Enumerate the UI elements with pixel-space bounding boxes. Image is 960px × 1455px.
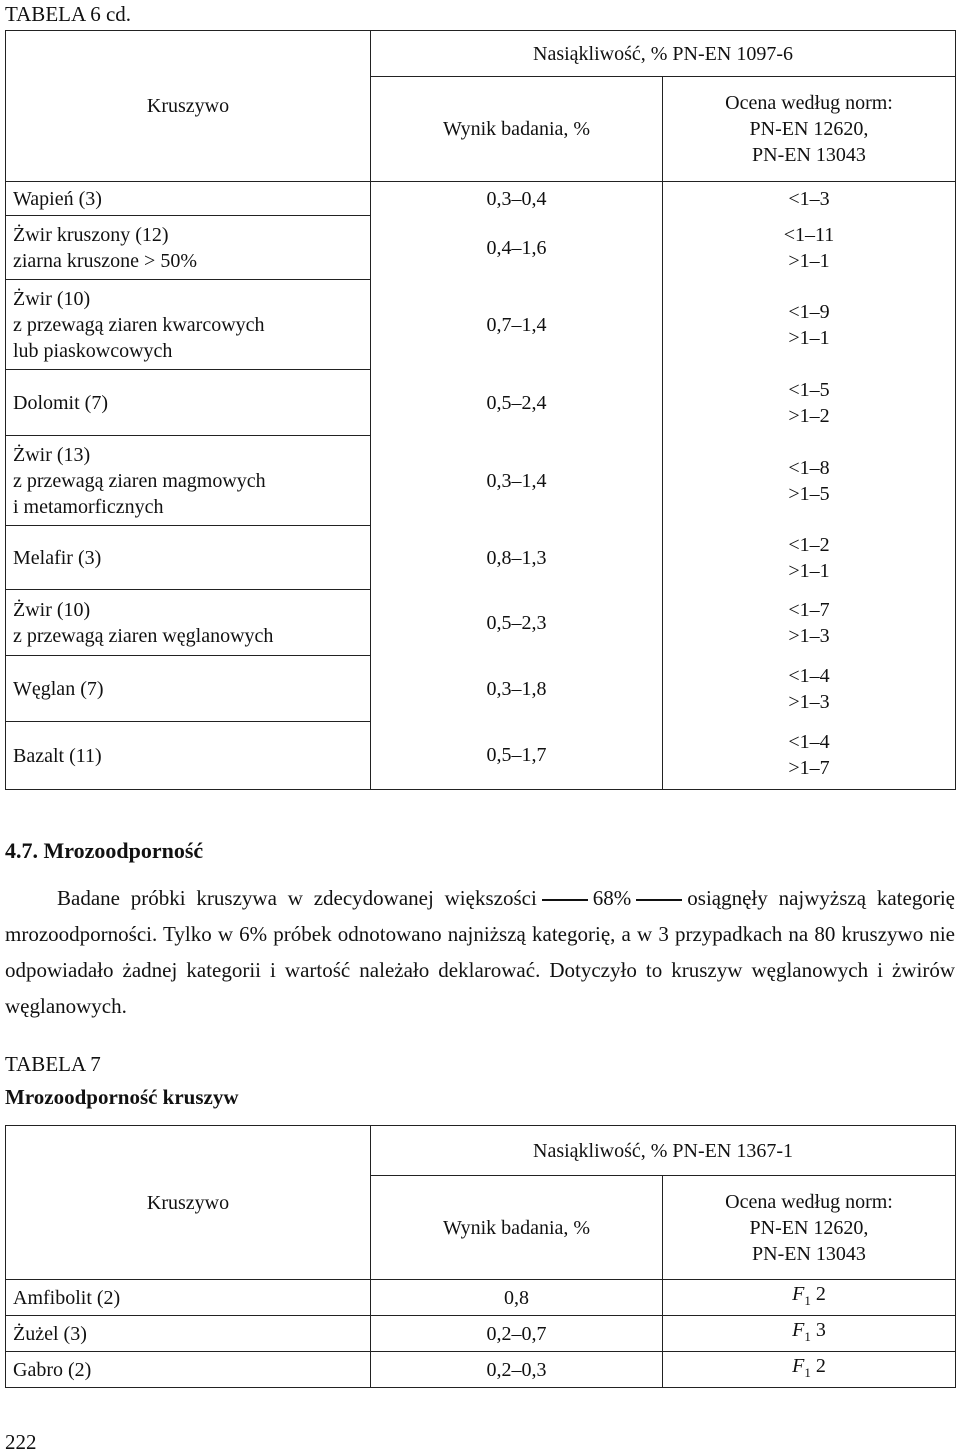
row-wynik: 0,3–0,4 bbox=[371, 182, 663, 216]
header-group: Nasiąkliwość, % PN-EN 1367-1 bbox=[371, 1126, 956, 1176]
table-row bbox=[6, 370, 956, 436]
table6-caption: TABELA 6 cd. bbox=[5, 2, 132, 26]
row-wynik: 0,4–1,6 bbox=[371, 216, 663, 280]
table-row bbox=[6, 280, 956, 370]
table7-label: TABELA 7 bbox=[5, 1052, 101, 1076]
section-title: 4.7. Mrozoodporność bbox=[5, 838, 204, 863]
row-name: Amfibolit (2) bbox=[6, 1280, 371, 1316]
row-wynik: 0,2–0,3 bbox=[371, 1352, 663, 1388]
row-ocena: <1–4 >1–7 bbox=[663, 722, 956, 790]
row-name: Żwir kruszony (12) ziarna kruszone > 50% bbox=[6, 216, 371, 280]
row-wynik: 0,5–2,3 bbox=[371, 590, 663, 656]
row-wynik: 0,2–0,7 bbox=[371, 1316, 663, 1352]
table-6 bbox=[5, 30, 956, 790]
table-row bbox=[6, 216, 956, 280]
header-ocena: Ocena według norm: PN-EN 12620, PN-EN 13043 bbox=[663, 1176, 956, 1280]
row-name: Węglan (7) bbox=[6, 656, 371, 722]
f-value: 3 bbox=[810, 1319, 826, 1341]
header-kruszywo: Kruszywo bbox=[6, 31, 371, 182]
para-text-a: Badane próbki kruszywa w zdecydowanej większości bbox=[57, 886, 537, 910]
f-value: 2 bbox=[810, 1355, 826, 1377]
table-row bbox=[6, 1352, 956, 1388]
f-subscript: 1 bbox=[804, 1365, 811, 1380]
table-row bbox=[6, 590, 956, 656]
f-symbol: F bbox=[792, 1283, 805, 1305]
f-value: 2 bbox=[810, 1283, 826, 1305]
f-subscript: 1 bbox=[804, 1293, 811, 1308]
row-name: Gabro (2) bbox=[6, 1352, 371, 1388]
header-wynik: Wynik badania, % bbox=[371, 77, 663, 182]
f-subscript: 1 bbox=[804, 1329, 811, 1344]
em-dash bbox=[636, 899, 682, 901]
row-wynik: 0,8 bbox=[371, 1280, 663, 1316]
header-kruszywo: Kruszywo bbox=[6, 1126, 371, 1280]
section-paragraph bbox=[5, 880, 955, 1024]
f-symbol: F bbox=[792, 1355, 805, 1377]
em-dash bbox=[542, 899, 588, 901]
table-row bbox=[6, 436, 956, 526]
row-ocena: <1–8 >1–5 bbox=[663, 436, 956, 526]
row-ocena bbox=[663, 1316, 956, 1352]
table-row bbox=[6, 1280, 956, 1316]
table7-title: Mrozoodporność kruszyw bbox=[5, 1085, 239, 1109]
row-ocena bbox=[663, 1280, 956, 1316]
row-wynik: 0,3–1,4 bbox=[371, 436, 663, 526]
row-ocena: <1–4 >1–3 bbox=[663, 656, 956, 722]
row-name: Żwir (10) z przewagą ziaren kwarcowych lub piaskowcowych bbox=[6, 280, 371, 370]
row-name: Wapień (3) bbox=[6, 182, 371, 216]
row-wynik: 0,5–2,4 bbox=[371, 370, 663, 436]
row-name: Żwir (10) z przewagą ziaren węglanowych bbox=[6, 590, 371, 656]
row-name: Żwir (13) z przewagą ziaren magmowych i metamorficznych bbox=[6, 436, 371, 526]
row-wynik: 0,8–1,3 bbox=[371, 526, 663, 590]
row-ocena: <1–2 >1–1 bbox=[663, 526, 956, 590]
row-ocena: <1–7 >1–3 bbox=[663, 590, 956, 656]
table-7 bbox=[5, 1125, 956, 1388]
table-row bbox=[6, 182, 956, 216]
row-ocena: <1–9 >1–1 bbox=[663, 280, 956, 370]
row-ocena: <1–3 bbox=[663, 182, 956, 216]
para-text-c: osiągnęły najwyższą kategorię mrozoodporności. Tylko w 6% próbek odnotowano najniższą kategorię, a w 3 przypadkach na 80 kruszywo nie odpowiadało żadnej kategorii i wartość należało deklarować. Dotyczyło to kruszyw węglanowych i żwirów węglanowych. bbox=[5, 886, 955, 1018]
row-wynik: 0,5–1,7 bbox=[371, 722, 663, 790]
table-row bbox=[6, 656, 956, 722]
row-wynik: 0,7–1,4 bbox=[371, 280, 663, 370]
header-ocena: Ocena według norm: PN-EN 12620, PN-EN 13043 bbox=[663, 77, 956, 182]
table-row bbox=[6, 722, 956, 790]
table-row bbox=[6, 1316, 956, 1352]
row-name: Bazalt (11) bbox=[6, 722, 371, 790]
row-name: Melafir (3) bbox=[6, 526, 371, 590]
row-ocena bbox=[663, 1352, 956, 1388]
row-wynik: 0,3–1,8 bbox=[371, 656, 663, 722]
table-row bbox=[6, 526, 956, 590]
header-group: Nasiąkliwość, % PN-EN 1097-6 bbox=[371, 31, 956, 77]
row-name: Dolomit (7) bbox=[6, 370, 371, 436]
header-wynik: Wynik badania, % bbox=[371, 1176, 663, 1280]
row-ocena: <1–11 >1–1 bbox=[663, 216, 956, 280]
f-symbol: F bbox=[792, 1319, 805, 1341]
page-number: 222 bbox=[5, 1430, 37, 1454]
row-name: Żużel (3) bbox=[6, 1316, 371, 1352]
para-text-b: 68% bbox=[592, 886, 632, 910]
row-ocena: <1–5 >1–2 bbox=[663, 370, 956, 436]
